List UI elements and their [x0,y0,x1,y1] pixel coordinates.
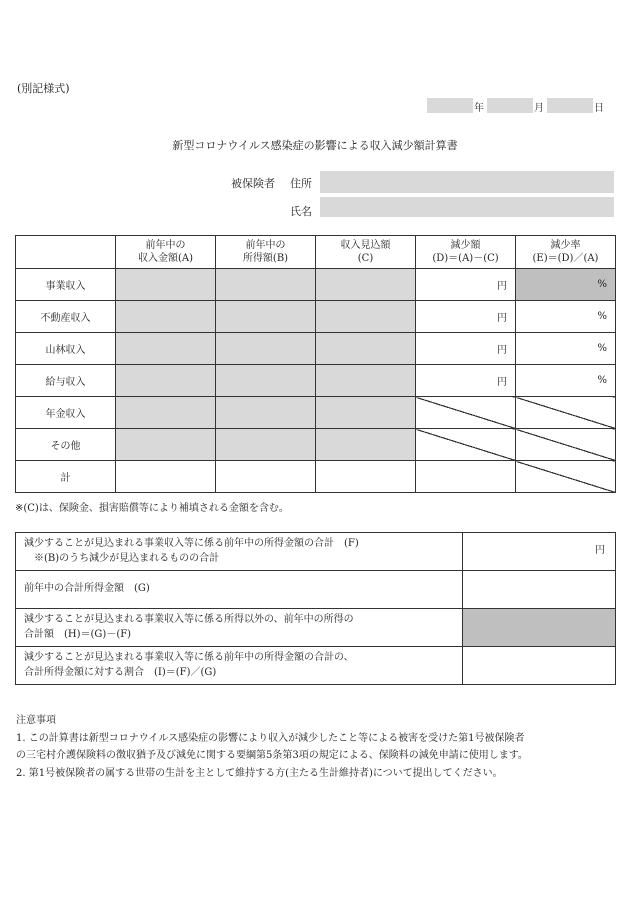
note-item: 2. 第1号被保険者の属する世帯の生計を主として維持する方(主たる生計維持者)について提出してください。 [16,767,503,779]
summary-row [16,571,616,609]
table-row [16,365,616,397]
summary-value-i[interactable] [463,647,616,685]
input-cell[interactable] [316,397,416,429]
day-field[interactable] [547,98,593,113]
input-cell[interactable] [116,333,216,365]
row-label-real-estate: 不動産収入 [16,301,116,333]
total-cell[interactable] [216,461,316,493]
input-cell[interactable] [216,333,316,365]
input-cell[interactable] [116,365,216,397]
row-label-pension: 年金収入 [16,397,116,429]
table-row [16,397,616,429]
summary-label: 減少することが見込まれる事業収入等に係る前年中の所得金額の合計 (F) ※(B)のうち減少が見込まれるものの合計 [16,533,463,571]
summary-label: 減少することが見込まれる事業収入等に係る前年中の所得金額の合計の、 合計所得金額に対する割合 (I)＝(F)／(G) [16,647,463,685]
name-label: 氏名 [290,205,312,218]
month-label: 月 [534,103,544,114]
input-cell[interactable] [316,365,416,397]
address-label: 住所 [290,177,312,190]
row-label-forest: 山林収入 [16,333,116,365]
month-field[interactable] [487,98,533,113]
table-row [16,301,616,333]
header-prev-income: 前年中の 収入金額(A) [116,236,216,269]
input-cell[interactable] [316,333,416,365]
day-label: 日 [594,103,604,114]
input-cell[interactable] [216,301,316,333]
input-cell[interactable] [316,429,416,461]
decrease-rate-cell[interactable]: % [516,269,616,301]
insured-label: 被保険者 [231,177,275,190]
struck-cell [516,429,616,461]
summary-label: 前年中の合計所得金額 (G) [16,571,463,609]
table-footnote: ※(C)は、保険金、損害賠償等により補填される金額を含む。 [15,503,289,514]
struck-cell [416,429,516,461]
summary-value-g[interactable] [463,571,616,609]
summary-row [16,533,616,571]
decrease-rate-cell[interactable]: % [516,333,616,365]
input-cell[interactable] [216,269,316,301]
struck-cell [416,397,516,429]
header-decrease-rate: 減少率 (E)＝(D)／(A) [516,236,616,269]
input-cell[interactable] [116,301,216,333]
notes-heading: 注意事項 [16,715,56,726]
decrease-amount-cell[interactable]: 円 [416,269,516,301]
table-row [16,461,616,493]
table-row [16,333,616,365]
input-cell[interactable] [216,365,316,397]
input-cell[interactable] [116,269,216,301]
year-label: 年 [474,103,484,114]
input-cell[interactable] [316,301,416,333]
decrease-amount-cell[interactable]: 円 [416,365,516,397]
summary-value-h[interactable] [463,609,616,647]
table-row [16,429,616,461]
summary-table [15,532,616,685]
decrease-amount-cell[interactable]: 円 [416,333,516,365]
header-decrease-amount: 減少額 (D)＝(A)－(C) [416,236,516,269]
struck-cell [516,397,616,429]
name-field[interactable] [320,197,614,217]
note-item: 1. この計算書は新型コロナウイルス感染症の影響により収入が減少したこと等による被害を受けた第1号被保険者 [16,732,525,744]
summary-row [16,647,616,685]
table-row [16,269,616,301]
input-cell[interactable] [216,397,316,429]
row-label-other: その他 [16,429,116,461]
page-title: 新型コロナウイルス感染症の影響による収入減少額計算書 [172,139,458,152]
form-label: (別記様式) [17,82,70,95]
input-cell[interactable] [116,429,216,461]
header-corner [16,236,116,269]
total-cell[interactable] [116,461,216,493]
total-cell[interactable] [416,461,516,493]
input-cell[interactable] [116,397,216,429]
header-prev-earnings: 前年中の 所得額(B) [216,236,316,269]
row-label-business: 事業収入 [16,269,116,301]
summary-value-f[interactable]: 円 [463,533,616,571]
struck-cell [516,461,616,493]
income-table [15,235,616,493]
row-label-salary: 給与収入 [16,365,116,397]
total-cell[interactable] [316,461,416,493]
notes-section [16,712,621,782]
header-expected-income: 収入見込額 (C) [316,236,416,269]
note-item: の三宅村介護保険料の徴収猶予及び減免に関する要綱第5条第3項の規定による、保険料の減免申請に使用します。 [16,750,528,761]
summary-row [16,609,616,647]
decrease-rate-cell[interactable]: % [516,365,616,397]
input-cell[interactable] [316,269,416,301]
year-field[interactable] [427,98,473,113]
address-field[interactable] [320,171,614,193]
decrease-amount-cell[interactable]: 円 [416,301,516,333]
summary-label: 減少することが見込まれる事業収入等に係る所得以外の、前年中の所得の 合計額 (H)＝(G)－(F) [16,609,463,647]
input-cell[interactable] [216,429,316,461]
row-label-total: 計 [16,461,116,493]
decrease-rate-cell[interactable]: % [516,301,616,333]
